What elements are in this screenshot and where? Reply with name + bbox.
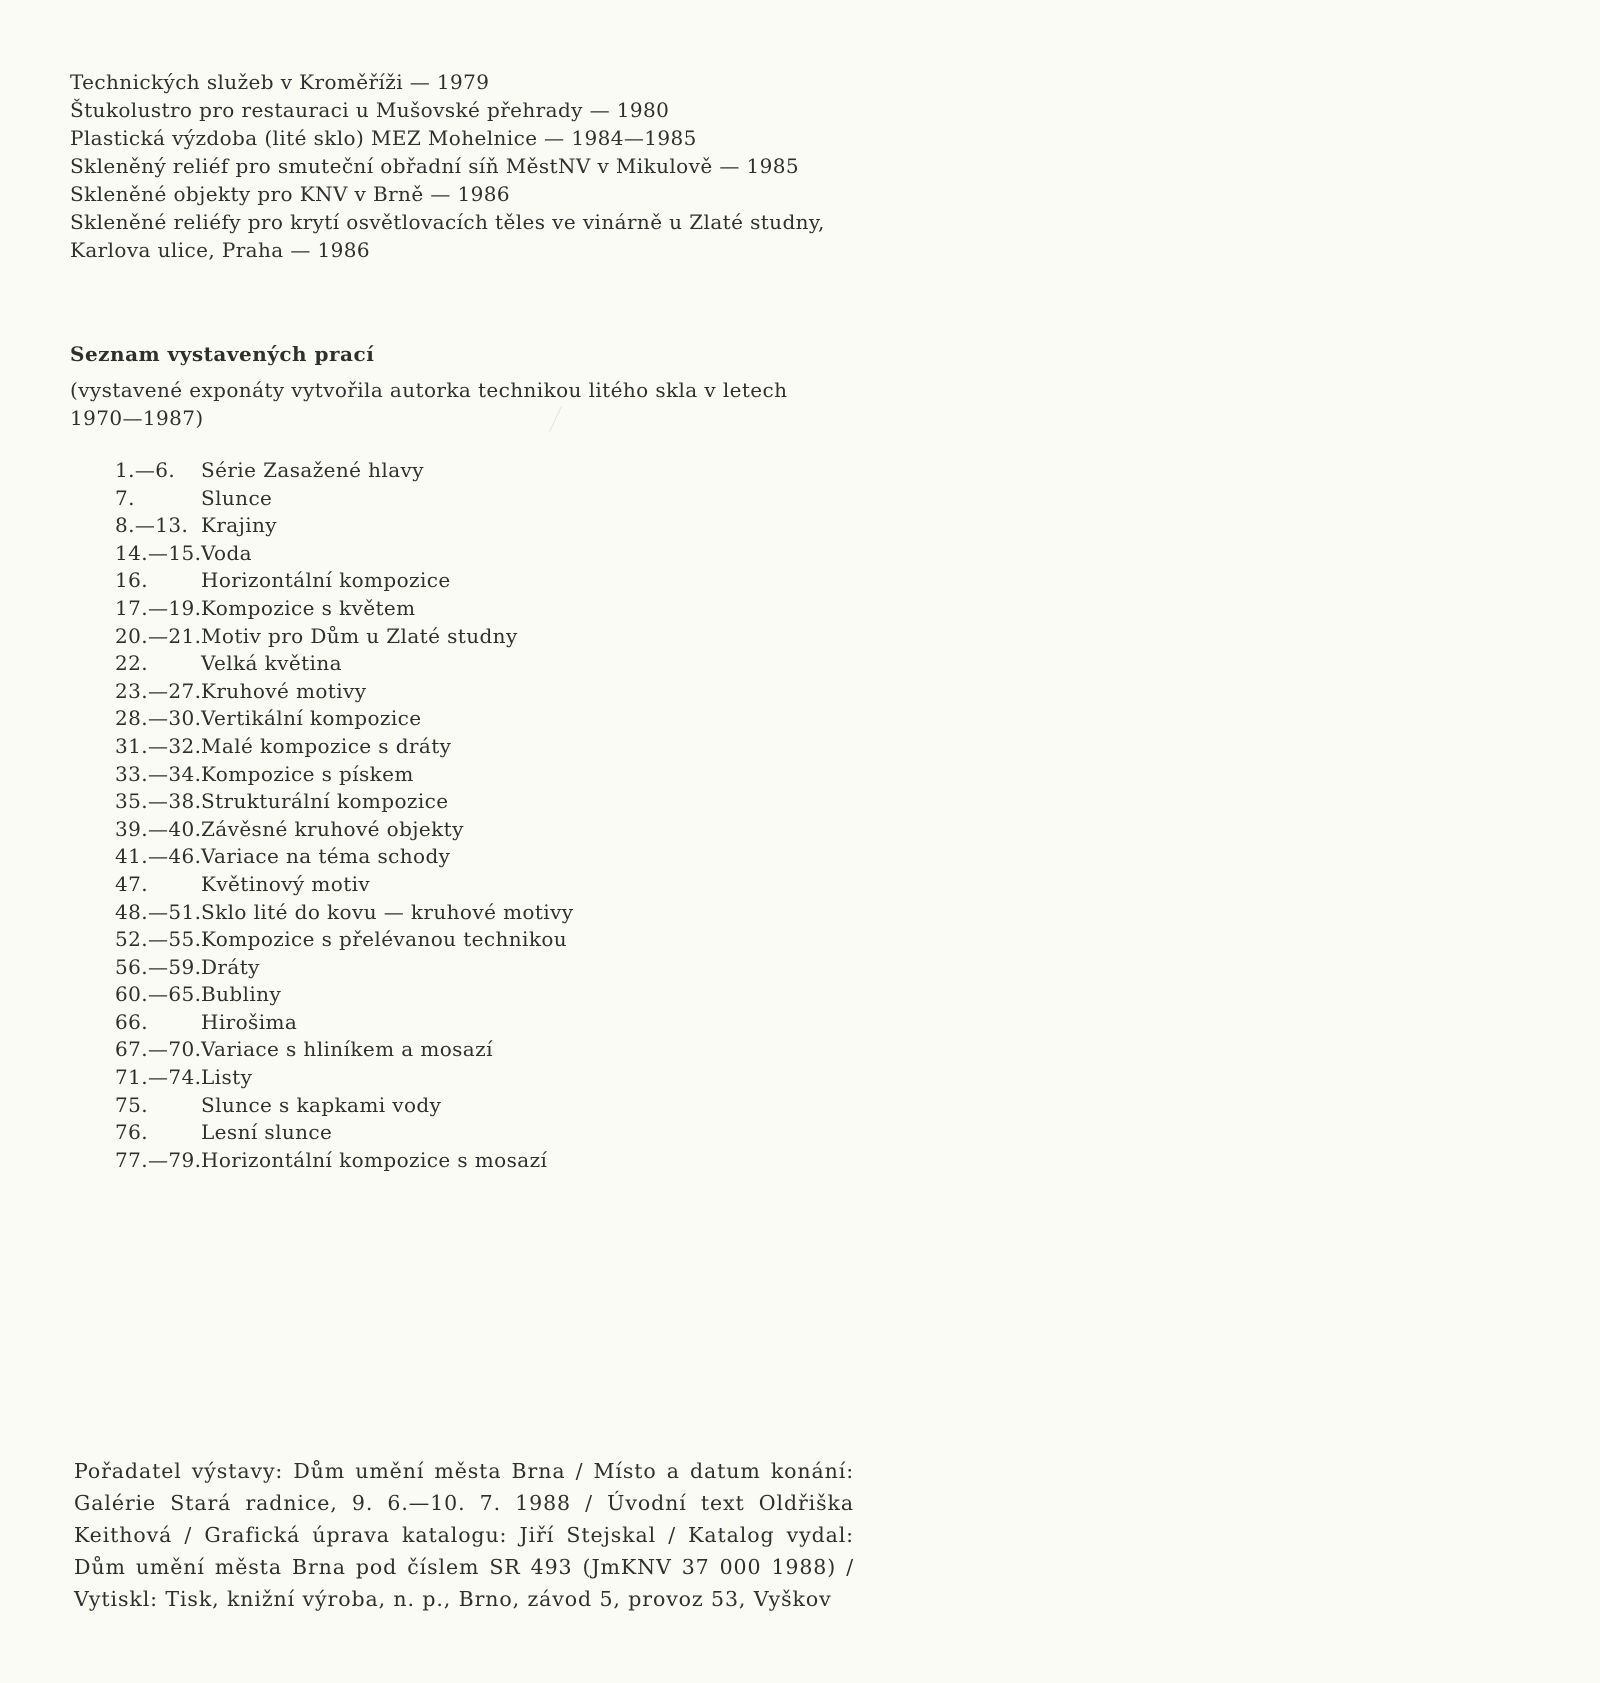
work-title: Květinový motiv — [201, 871, 371, 896]
work-number: 31.—32. — [115, 733, 202, 758]
work-row — [70, 1064, 574, 1092]
work-number-cell — [70, 1092, 201, 1120]
work-number: 7. — [115, 485, 135, 510]
work-row — [70, 678, 574, 706]
work-number-cell — [70, 595, 201, 623]
work-title: Krajiny — [201, 513, 278, 538]
commission-line: Skleněné reliéfy pro krytí osvětlovacích těles ve vinárně u Zlaté studny, — [70, 210, 825, 234]
work-title: Dráty — [201, 954, 260, 979]
work-row — [70, 1147, 574, 1175]
commission-line: Technických služeb v Kroměříži — 1979 — [70, 70, 490, 94]
colophon: Pořadatel výstavy: Dům umění města Brna / Místo a datum konání: Galérie Stará radnice, 9. 6.—10. 7. 1988 / Úvodní text Oldřiška Keithová / Grafická úprava katalogu: Jiří Stejskal / Katalog vydal: Dům umění města Brna pod číslem SR 493 (JmKNV 37 000 1988) / Vytiskl: Tisk, knižní výroba, n. p., Brno, závod 5, provoz 53, Vyškov — [74, 1459, 854, 1611]
work-title: Závěsné kruhové objekty — [201, 816, 464, 841]
work-number-cell — [70, 1119, 201, 1147]
work-number: 71.—74. — [115, 1065, 202, 1090]
work-number-cell — [70, 871, 201, 899]
commission-line: Skleněný reliéf pro smuteční obřadní síň MěstNV v Mikulově — 1985 — [70, 154, 799, 178]
work-number: 77.—79. — [115, 1147, 202, 1172]
work-number: 14.—15. — [115, 540, 202, 565]
work-row — [70, 540, 574, 568]
work-number: 35.—38. — [115, 789, 202, 814]
work-number-cell — [70, 623, 201, 651]
work-title: Kompozice s květem — [201, 595, 416, 620]
work-number: 20.—21. — [115, 623, 202, 648]
work-title: Slunce s kapkami vody — [201, 1092, 442, 1117]
exhibited-works-note: (vystavené exponáty vytvořila autorka technikou litého skla v letech 1970—1987) — [70, 378, 788, 430]
work-title: Variace na téma schody — [201, 844, 451, 869]
work-number: 76. — [115, 1120, 149, 1145]
work-title: Velká květina — [201, 651, 342, 676]
work-number: 67.—70. — [115, 1037, 202, 1062]
work-row — [70, 1009, 574, 1037]
work-title: Kruhové motivy — [201, 678, 367, 703]
work-row — [70, 595, 574, 623]
work-title: Malé kompozice s dráty — [201, 733, 452, 758]
work-title: Hirošima — [201, 1009, 298, 1034]
work-row — [70, 650, 574, 678]
work-row — [70, 788, 574, 816]
work-title: Kompozice s přelévanou technikou — [201, 927, 568, 952]
work-number: 17.—19. — [115, 595, 202, 620]
work-title: Voda — [201, 540, 252, 565]
work-number-cell — [70, 567, 201, 595]
work-row — [70, 816, 574, 844]
exhibited-works-heading: Seznam vystavených prací — [70, 342, 375, 366]
work-row — [70, 1119, 574, 1147]
work-number-cell — [70, 926, 201, 954]
work-row — [70, 1036, 574, 1064]
work-number: 47. — [115, 871, 149, 896]
work-number: 66. — [115, 1009, 149, 1034]
work-number-cell — [70, 705, 201, 733]
work-number-cell — [70, 843, 201, 871]
work-number-cell — [70, 540, 201, 568]
work-title: Horizontální kompozice — [201, 568, 451, 593]
work-row — [70, 705, 574, 733]
work-number: 75. — [115, 1092, 149, 1117]
work-number: 1.—6. — [115, 458, 176, 482]
work-number-cell — [70, 1064, 201, 1092]
work-row — [70, 485, 574, 513]
work-title: Série Zasažené hlavy — [201, 458, 424, 482]
work-number-cell — [70, 788, 201, 816]
work-row — [70, 567, 574, 595]
work-number: 39.—40. — [115, 816, 202, 841]
work-number: 56.—59. — [115, 954, 202, 979]
work-number: 60.—65. — [115, 982, 202, 1007]
work-number: 48.—51. — [115, 899, 202, 924]
work-row — [70, 871, 574, 899]
work-number: 22. — [115, 651, 149, 676]
work-number-cell — [70, 1009, 201, 1037]
work-row — [70, 899, 574, 927]
work-title: Sklo lité do kovu — kruhové motivy — [201, 899, 574, 924]
exhibited-works-list — [70, 457, 574, 1174]
work-number: 33.—34. — [115, 761, 202, 786]
commissions-list — [70, 68, 825, 264]
work-number-cell — [70, 650, 201, 678]
work-number-cell — [70, 485, 201, 513]
commission-line: Karlova ulice, Praha — 1986 — [70, 238, 371, 262]
work-title: Lesní slunce — [201, 1120, 333, 1145]
work-row — [70, 954, 574, 982]
work-row — [70, 981, 574, 1009]
work-number: 8.—13. — [115, 513, 189, 538]
work-row — [70, 623, 574, 651]
work-title: Kompozice s pískem — [201, 761, 414, 786]
work-number-cell — [70, 1036, 201, 1064]
work-number-cell — [70, 457, 201, 485]
work-number-cell — [70, 954, 201, 982]
work-row — [70, 926, 574, 954]
work-title: Listy — [201, 1065, 253, 1090]
work-row — [70, 761, 574, 789]
work-number-cell — [70, 1147, 201, 1175]
work-row — [70, 1092, 574, 1120]
work-number: 41.—46. — [115, 844, 202, 869]
commission-line: Štukolustro pro restauraci u Mušovské přehrady — 1980 — [70, 98, 670, 122]
commission-line: Skleněné objekty pro KNV v Brně — 1986 — [70, 182, 510, 206]
work-number: 23.—27. — [115, 678, 202, 703]
work-number-cell — [70, 512, 201, 540]
work-number-cell — [70, 733, 201, 761]
work-row — [70, 457, 574, 485]
commission-line: Plastická výzdoba (lité sklo) MEZ Mohelnice — 1984—1985 — [70, 126, 697, 150]
work-number-cell — [70, 899, 201, 927]
work-title: Slunce — [201, 485, 273, 510]
work-title: Variace s hliníkem a mosazí — [201, 1037, 493, 1062]
work-title: Horizontální kompozice s mosazí — [201, 1147, 548, 1172]
work-row — [70, 843, 574, 871]
work-number-cell — [70, 761, 201, 789]
work-row — [70, 733, 574, 761]
work-number: 16. — [115, 568, 149, 593]
work-number-cell — [70, 678, 201, 706]
work-title: Bubliny — [201, 982, 282, 1007]
work-title: Strukturální kompozice — [201, 789, 449, 814]
work-title: Vertikální kompozice — [201, 706, 422, 731]
work-number-cell — [70, 981, 201, 1009]
work-number: 28.—30. — [115, 706, 202, 731]
work-row — [70, 512, 574, 540]
work-number: 52.—55. — [115, 927, 202, 952]
work-title: Motiv pro Dům u Zlaté studny — [201, 623, 518, 648]
work-number-cell — [70, 816, 201, 844]
